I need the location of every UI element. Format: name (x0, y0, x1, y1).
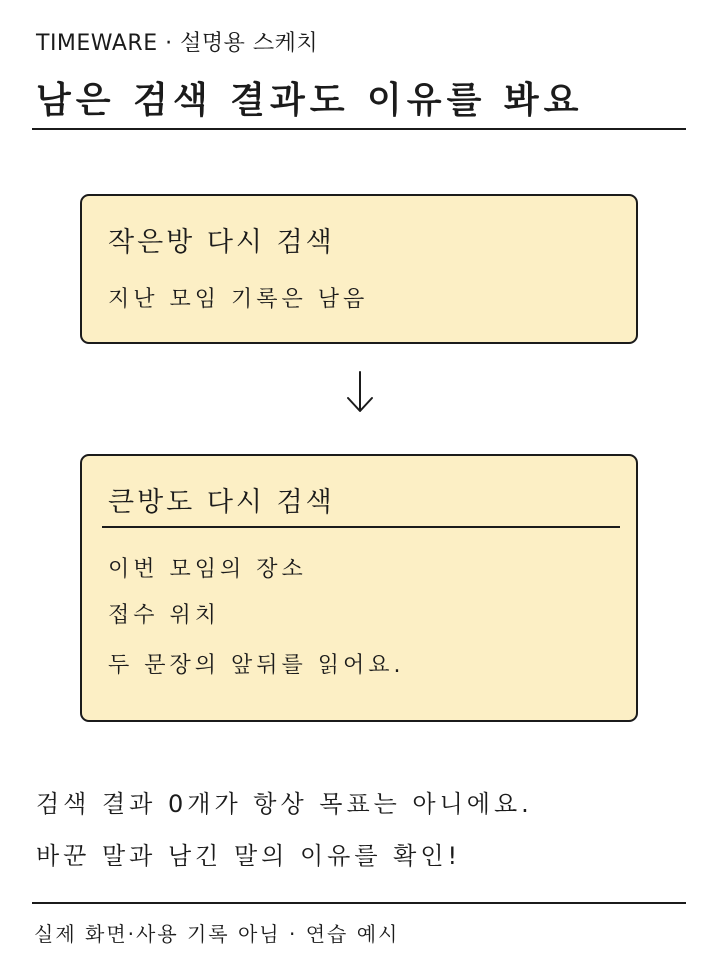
small-room-card (80, 194, 638, 344)
big-room-card-title: 큰방도 다시 검색 (108, 487, 335, 518)
note-line-2: 바꾼 말과 남긴 말의 이유를 확인! (36, 842, 462, 870)
big-room-card (80, 454, 638, 722)
small-room-card-line: 지난 모임 기록은 남음 (108, 287, 369, 312)
card-divider (102, 526, 620, 528)
small-room-card-title: 작은방 다시 검색 (108, 227, 335, 258)
note-line-1: 검색 결과 0개가 항상 목표는 아니에요. (36, 790, 533, 818)
top-divider (32, 128, 686, 130)
big-room-card-line-3: 두 문장의 앞뒤를 읽어요. (108, 653, 405, 678)
big-room-card-line-2: 접수 위치 (108, 603, 221, 628)
footer-disclaimer: 실제 화면·사용 기록 아님 · 연습 예시 (34, 922, 400, 946)
big-room-card-line-1: 이번 모임의 장소 (108, 557, 307, 582)
page-title: 남은 검색 결과도 이유를 봐요 (36, 80, 584, 121)
kicker: TIMEWARE · 설명용 스케치 (36, 31, 319, 56)
bottom-divider (32, 902, 686, 904)
down-arrow-icon (342, 368, 378, 416)
